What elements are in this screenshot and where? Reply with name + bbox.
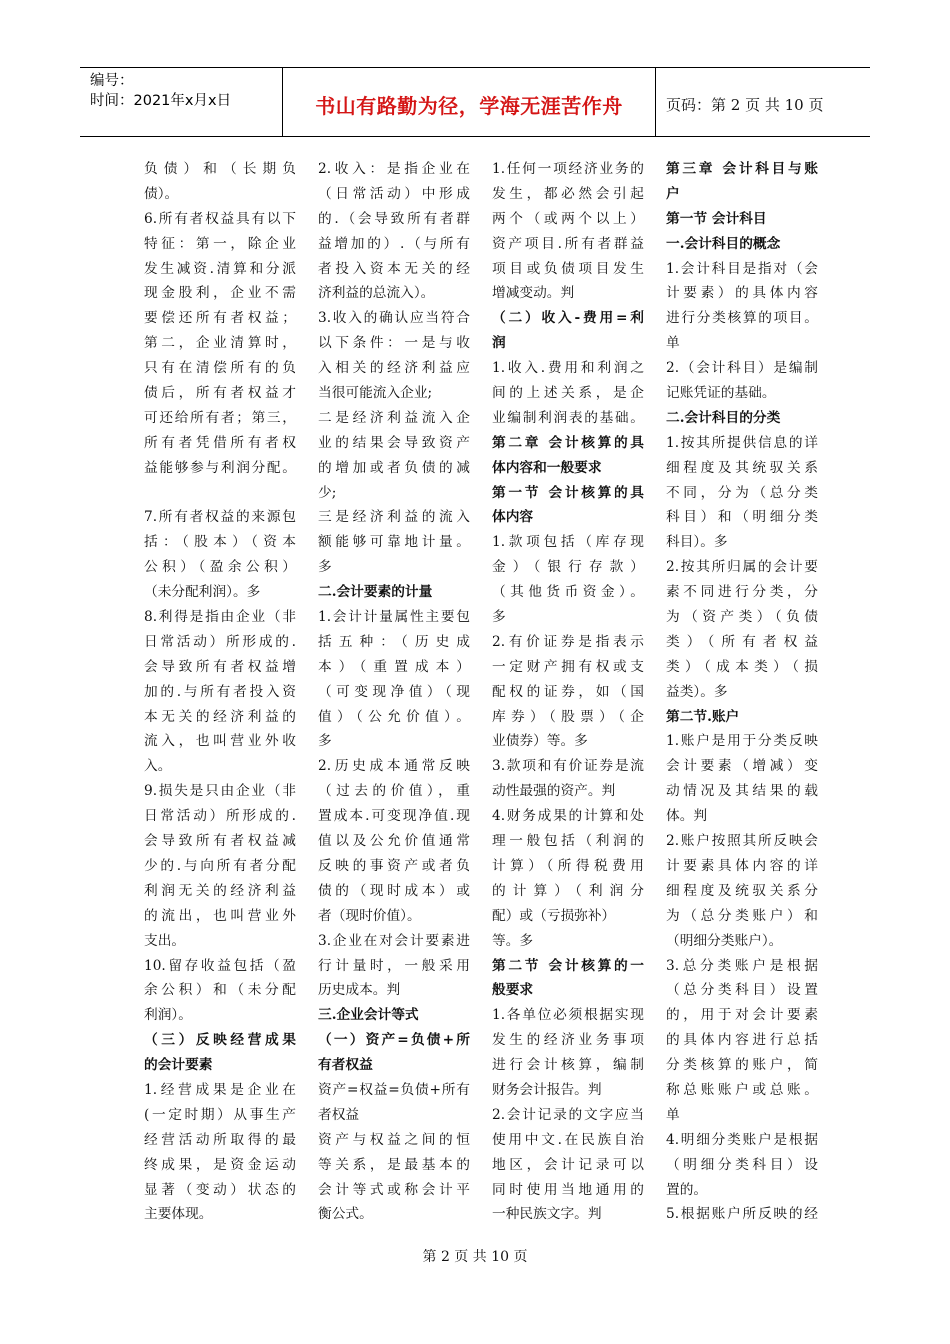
text-line: 增减变动。判 [492,285,575,302]
text-line: 会导致所有者权益减 [144,833,296,850]
text-column-3 [492,157,644,1227]
text-line: 济利益的总流入）。 [318,285,435,302]
text-line: 6.所有者权益具有以下 [144,210,296,227]
text-line: 9.损失是只由企业（非 [144,783,296,800]
text-line: 本）（重置成本） [318,658,470,675]
text-line: （明细分类科目）设 [666,1156,818,1173]
section-heading-line: 第一节 会计科目 [666,210,767,227]
text-line: 益能够参与利润分配。 [144,459,296,476]
text-line: 显著（变动）状态的 [144,1181,296,1198]
text-line: 计要素）的具体内容 [666,285,818,302]
section-heading-line: （三）反映经营成果 [144,1032,296,1049]
text-line: 一种民族文字。判 [492,1206,602,1223]
text-line: 日常活动）所形成的. [144,633,296,650]
text-line: 2.会计记录的文字应当 [492,1106,644,1123]
text-line: 配权的证券，如（国 [492,683,644,700]
text-line: （总分类科目）设置 [666,982,818,999]
text-line: 两个（或两个以上） [492,210,644,227]
text-line: 为（资产类）（负债 [666,609,818,626]
text-line: 3.企业在对会计要素进 [318,932,470,949]
text-line: 体。判 [666,808,708,825]
text-line: 分类核算的账户，简 [666,1057,818,1074]
motto-text: 书山有路勤为径，学海无涯苦作舟 [315,94,623,118]
text-line: 会导致所有者权益增 [144,658,296,675]
text-line: 以下条件：一是与收 [318,335,470,352]
text-line: 负债）和（长期负 [144,161,296,177]
text-line: 科目）和（明细分类 [666,509,818,526]
text-line: 业的结果会导致资产 [318,434,470,451]
text-line: 1.会计计量属性主要包 [318,609,470,626]
text-line: 可还给所有者；第三， [144,409,296,426]
text-line: 1.经营成果是企业在 [144,1081,296,1098]
text-line: 资产与权益之间的恒 [318,1131,470,1148]
text-line: 2.（会计科目）是编制 [666,360,818,377]
text-line: 素不同进行分类，分 [666,584,818,601]
text-line: 1.会计科目是指对（会 [666,260,818,277]
text-line: 金）（银行存款） [492,559,644,576]
text-line: 债的（现时成本）或 [318,882,470,899]
text-line: 间的上述关系，是企 [492,385,644,402]
section-heading-line: 第三章 会计科目与账 [666,161,818,177]
text-line: 地区，会计记录可以 [492,1156,644,1173]
section-heading-line: （二）收入-费用=利 [492,310,644,327]
section-heading-line: 二.会计科目的分类 [666,409,781,426]
header-motto-cell [283,68,656,136]
text-line: 2.账户按照其所反映会 [666,833,818,850]
text-line: 7.所有者权益的来源包 [144,509,296,526]
text-line: 进行会计核算，编制 [492,1057,644,1074]
section-heading-line: 的会计要素 [144,1057,213,1074]
text-line: 动情况及其结果的载 [666,783,818,800]
text-line: 只有在清偿所有的负 [144,360,296,377]
text-line: 5.根据账户所反映的经 [666,1206,818,1223]
text-line: 终成果，是资金运动 [144,1156,296,1173]
text-line: 1.账户是用于分类反映 [666,733,818,750]
text-line: 类）（成本类）（损 [666,658,818,675]
text-line: 3.收入的确认应当符合 [318,310,470,327]
text-line: 债）。 [144,185,179,202]
date-label: 时间：2021年x月x日 [90,93,232,109]
section-heading-line: 户 [666,185,680,202]
text-line: 三是经济利益的流入 [318,509,470,526]
section-heading-line: （一）资产=负债+所 [318,1032,470,1049]
text-line: 不同，分为（总分类 [666,484,818,501]
section-heading-line: 第二章 会计核算的具 [492,434,644,451]
text-line: 1.任何一项经济业务的 [492,161,644,177]
text-line: 单 [666,335,680,352]
text-line: 为（总分类账户）和 [666,907,818,924]
text-line: 置的。 [666,1181,708,1198]
page-info: 页码：第 2 页 共 10 页 [666,96,824,114]
text-line: 支出。 [144,932,186,949]
text-line: 的.（会导致所有者群 [318,210,470,227]
text-line: 等关系，是最基本的 [318,1156,470,1173]
text-line: 的具体内容进行总括 [666,1032,818,1049]
text-line: 计算）（所得税费用 [492,857,644,874]
text-line: 括：（股本）（资本 [144,534,296,551]
text-line: 多 [318,559,332,576]
text-line: 4.明细分类账户是根据 [666,1131,818,1148]
header-page-cell [656,68,870,136]
text-line: 少; [318,484,337,501]
text-line: 细程度及其统驭关系 [666,459,818,476]
text-line: 2.有价证券是指表示 [492,633,644,650]
text-line: 10.留存收益包括（盈 [144,957,296,974]
text-line: 资产=权益=负债+所有 [318,1081,470,1098]
text-line: 会计要素（增减）变 [666,758,818,775]
text-line: 利润）。 [144,1007,192,1024]
text-line: 者（现时价值）。 [318,907,421,924]
text-line: 入。 [144,758,172,775]
doc-number-label: 编号： [90,73,134,89]
text-line: 使用中文.在民族自治 [492,1131,644,1148]
text-line: 置成本.可变现净值.现 [318,808,470,825]
text-line: 8.利得是指由企业（非 [144,609,296,626]
text-line: 同时使用当地通用的 [492,1181,644,1198]
text-line: 历史成本。判 [318,982,401,999]
text-line: 公积）（盈余公积） [144,559,296,576]
text-line: 1.按其所提供信息的详 [666,434,818,451]
text-line: 的增加或者负债的减 [318,459,470,476]
text-line: 者投入资本无关的经 [318,260,470,277]
text-line: 2.收入：是指企业在 [318,161,470,177]
text-line: 财务会计报告。判 [492,1081,602,1098]
section-heading-line: 第二节.账户 [666,708,740,725]
text-line: 单 [666,1106,680,1123]
text-line: 4.财务成果的计算和处 [492,808,644,825]
text-line: 一定财产拥有权或支 [492,658,644,675]
section-heading-line: 二.会计要素的计量 [318,584,433,601]
text-line: 多 [318,733,332,750]
section-heading-line: 般要求 [492,982,534,999]
section-heading-line: 有者权益 [318,1057,373,1074]
text-line: 3.总分类账户是根据 [666,957,818,974]
text-line: 理一般包括（利润的 [492,833,644,850]
text-line: 1.收入.费用和利润之 [492,360,644,377]
text-line: （日常活动）中形成 [318,185,470,202]
text-line: 额能够可靠地计量。 [318,534,470,551]
text-line: 2.历史成本通常反映 [318,758,470,775]
text-line: 类）（所有者权益 [666,633,818,650]
text-column-1 [144,157,296,1227]
text-line: 加的.与所有者投入资 [144,683,296,700]
text-line: 流入，也叫营业外收 [144,733,296,750]
text-line: 发生，都必然会引起 [492,185,644,202]
text-line: 值以及公允价值通常 [318,833,470,850]
text-line: 益增加的）.（与所有 [318,235,470,252]
text-line: （未分配利润）。多 [144,584,261,601]
text-line: 的流出，也叫营业外 [144,907,296,924]
header-meta-cell [80,68,283,136]
text-line: 值）（公允价值）。 [318,708,470,725]
text-line: 发生的经济业务事项 [492,1032,644,1049]
text-line: 日常活动）所形成的. [144,808,296,825]
text-line: 2.按其所归属的会计要 [666,559,818,576]
text-line: 现金股利，企业不需 [144,285,296,302]
text-line: 债后，所有者权益才 [144,385,296,402]
text-line: （其他货币资金）。 [492,584,644,601]
text-line: 动性最强的资产。判 [492,783,616,800]
section-heading-line: 体内容 [492,509,534,526]
section-heading-line: 第二节 会计核算的一 [492,957,644,974]
text-line: 资产项目.所有者群益 [492,235,644,252]
text-line: 会计等式或称会计平 [318,1181,470,1198]
text-line: 括五种：（历史成 [318,633,470,650]
text-line: 所有者凭借所有者权 [144,434,296,451]
text-line: 3.款项和有价证券是流 [492,758,644,775]
text-line: 1.各单位必须根据实现 [492,1007,644,1024]
text-line: 业编制利润表的基础。 [492,409,644,426]
text-line: 当很可能流入企业; [318,385,433,402]
text-line: 衡公式。 [318,1206,373,1223]
text-line: 配）或（亏损弥补） [492,907,616,924]
text-line: 反映的事资产或者负 [318,857,470,874]
text-line: （过去的价值），重 [318,783,470,800]
text-line: 项目或负债项目发生 [492,260,644,277]
section-heading-line: 润 [492,335,506,352]
text-line: 利润无关的经济利益 [144,882,296,899]
section-heading-line: 一.会计科目的概念 [666,235,781,252]
text-line: 库券）（股票）（企 [492,708,644,725]
text-line: 二是经济利益流入企 [318,409,470,426]
page-footer: 第 2 页 共 10 页 [422,1249,528,1265]
text-line: 行计量时，一般采用 [318,957,470,974]
text-line: 等。多 [492,932,534,949]
text-column-4 [666,157,818,1227]
text-line: 发生减资.清算和分派 [144,260,296,277]
text-line: 业债券）等。多 [492,733,588,750]
text-line: 的计算）（利润分 [492,882,644,899]
text-line: 要偿还所有者权益； [144,310,296,327]
text-line [144,481,296,506]
text-line: (一定时期）从事生产 [144,1106,296,1123]
text-line: 计要素具体内容的详 [666,857,818,874]
text-line: 本无关的经济利益的 [144,708,296,725]
section-heading-line: 体内容和一般要求 [492,459,602,476]
text-line: 者权益 [318,1106,360,1123]
text-line: 第二，企业清算时， [144,335,296,352]
section-heading-line: 三.企业会计等式 [318,1007,419,1024]
text-line: 余公积）和（未分配 [144,982,296,999]
text-line: 益类）。多 [666,683,728,700]
text-line: 科目）。多 [666,534,728,551]
text-line: 称总账账户或总账。 [666,1081,818,1098]
text-line: 入相关的经济利益应 [318,360,470,377]
text-line: 特征：第一，除企业 [144,235,296,252]
text-line: 少的.与向所有者分配 [144,857,296,874]
text-line: 进行分类核算的项目。 [666,310,818,327]
text-line: 1.款项包括（库存现 [492,534,644,551]
text-line: （可变现净值）（现 [318,683,470,700]
text-line: 的，用于对会计要素 [666,1007,818,1024]
text-line: 经营活动所取得的最 [144,1131,296,1148]
text-line: 记账凭证的基础。 [666,385,776,402]
text-line: 多 [492,609,506,626]
text-column-2 [318,157,470,1227]
section-heading-line: 第一节 会计核算的具 [492,484,644,501]
text-line: （明细分类账户）。 [666,932,783,949]
text-line: 细程度及统驭关系分 [666,882,818,899]
text-line: 主要体现。 [144,1206,213,1223]
page-header [80,67,870,137]
